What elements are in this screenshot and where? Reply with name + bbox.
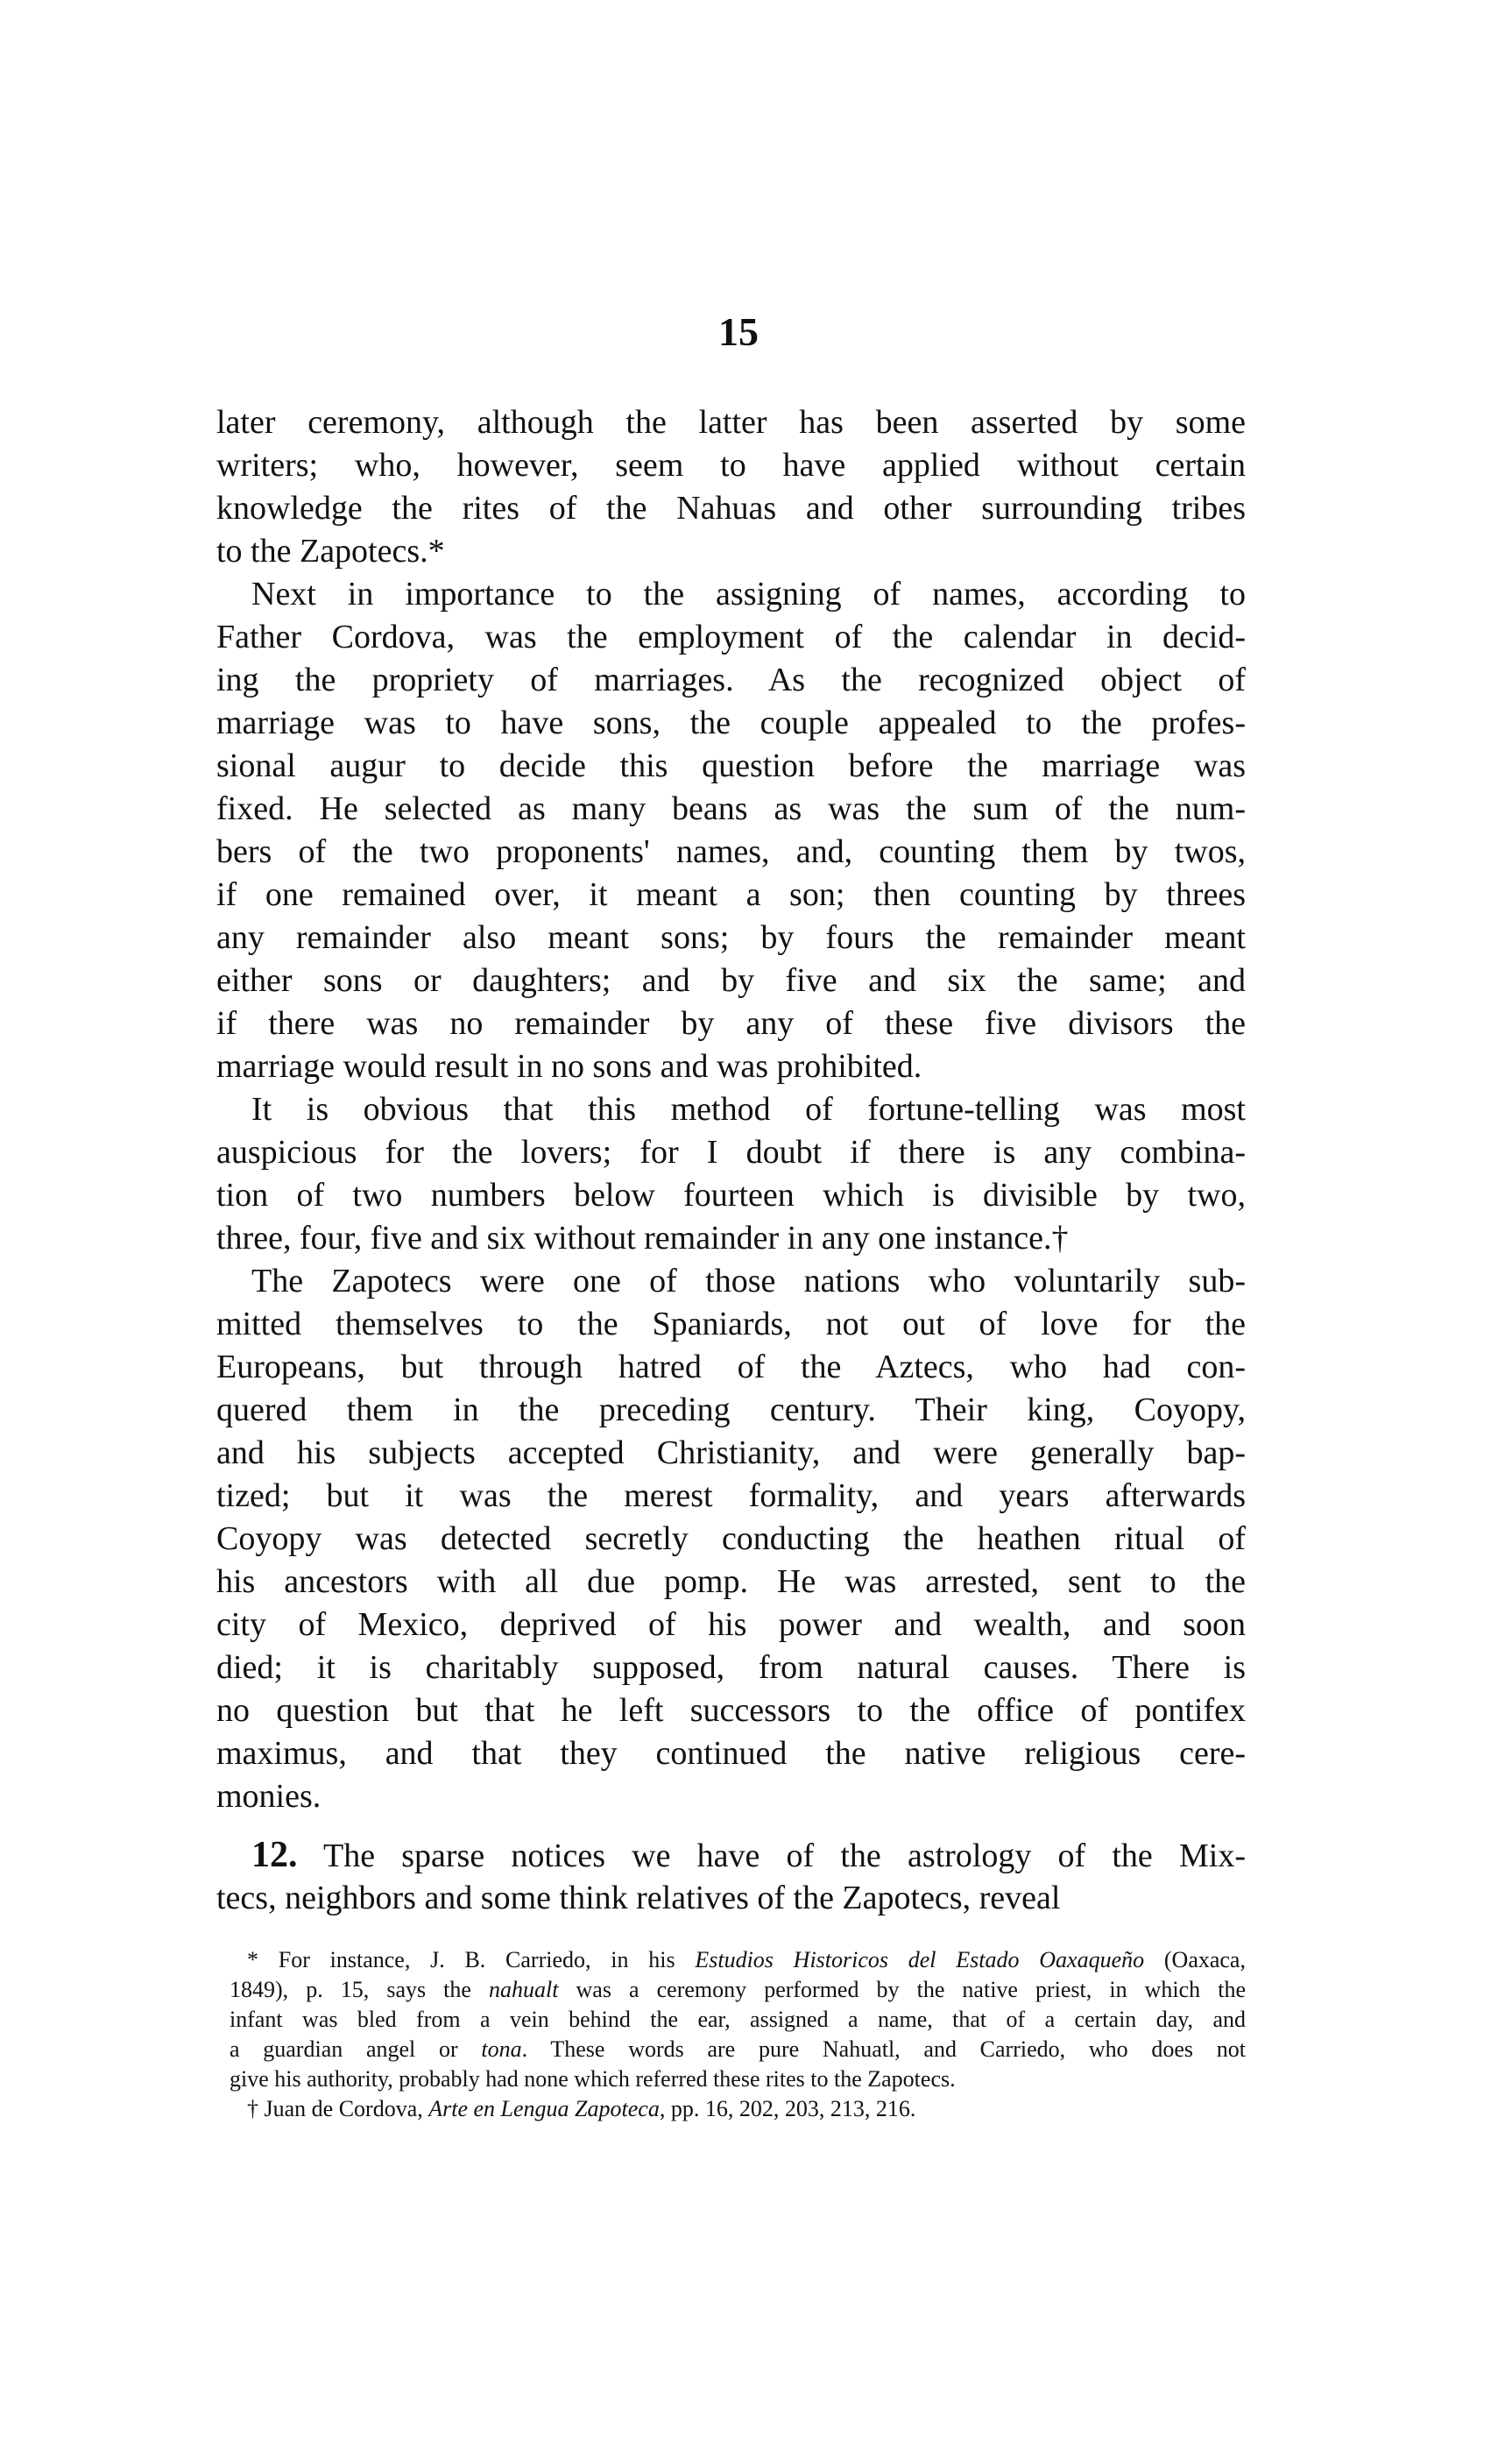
text-line: ing the propriety of marriages. As the recognized object of — [216, 662, 1246, 698]
text-line: knowledge the rites of the Nahuas and other surrounding tribes — [216, 490, 1246, 527]
italic-title: nahualt — [489, 1977, 559, 2002]
text-line: sional augur to decide this question before the marriage was — [216, 747, 1246, 784]
text-line: tized; but it was the merest formality, and years afterwards — [216, 1477, 1246, 1514]
footnote-text: . These words are pure Nahuatl, and Carriedo, who does not — [521, 2036, 1246, 2062]
paragraph — [216, 1260, 1246, 1818]
footnote-line — [230, 2064, 1246, 2094]
body-text — [216, 401, 1246, 1920]
text-line: tion of two numbers below fourteen which is divisible by two, — [216, 1177, 1246, 1214]
footnote-text: † Juan de Cordova, — [247, 2096, 429, 2121]
footnote-text: (Oaxaca, — [1144, 1947, 1246, 1972]
text-line: Father Cordova, was the employment of the calendar in decid- — [216, 619, 1246, 655]
footnote-text: , pp. 16, 202, 203, 213, 216. — [659, 2096, 916, 2121]
text-line: either sons or daughters; and by five and six the same; and — [216, 962, 1246, 999]
text-line: Next in importance to the assigning of names, according to — [251, 576, 1246, 612]
text-line: marriage would result in no sons and was prohibited. — [216, 1048, 922, 1085]
text-line: if there was no remainder by any of these five divisors the — [216, 1005, 1246, 1042]
footnote-text: 1849), p. 15, says the — [230, 1977, 490, 2002]
text-line: if one remained over, it meant a son; then counting by threes — [216, 876, 1246, 913]
footnote-line — [230, 1945, 1246, 1975]
text-line: city of Mexico, deprived of his power and wealth, and soon — [216, 1606, 1246, 1643]
section-text: tecs, neighbors and some think relatives of the Zapotecs, reveal — [216, 1880, 1061, 1916]
paragraph — [216, 573, 1246, 1088]
italic-title: Arte en Lengua Zapoteca — [428, 2096, 660, 2121]
section-12 — [216, 1834, 1246, 1920]
text-line: writers; who, however, seem to have applied without certain — [216, 447, 1246, 484]
text-line: to the Zapotecs.* — [216, 533, 445, 570]
section-text: The sparse notices we have of the astrology of the Mix- — [322, 1838, 1246, 1874]
footnote — [230, 2094, 1246, 2124]
page-number: 15 — [718, 309, 759, 354]
footnote-text: give his authority, probably had none which referred these rites to the Zapotecs. — [230, 2066, 956, 2092]
paragraph — [216, 1088, 1246, 1260]
text-line: quered them in the preceding century. Their king, Coyopy, — [216, 1391, 1246, 1428]
footnote-text: was a ceremony performed by the native priest, in which the — [558, 1977, 1246, 2002]
footnote-line — [230, 2094, 1246, 2124]
footnote — [230, 1945, 1246, 2094]
text-line — [216, 1834, 1246, 1877]
text-line: later ceremony, although the latter has been asserted by some — [216, 404, 1246, 441]
footnote-line — [230, 2005, 1246, 2035]
text-line: three, four, five and six without remainder in any one instance.† — [216, 1220, 1069, 1257]
paragraph — [216, 401, 1246, 573]
text-line: his ancestors with all due pomp. He was arrested, sent to the — [216, 1563, 1246, 1600]
text-line: any remainder also meant sons; by fours the remainder meant — [216, 919, 1246, 956]
text-line: no question but that he left successors to the office of pontifex — [216, 1692, 1246, 1729]
text-line: The Zapotecs were one of those nations who voluntarily sub- — [251, 1263, 1246, 1299]
text-line: fixed. He selected as many beans as was the sum of the num- — [216, 790, 1246, 827]
italic-title: tona — [481, 2036, 522, 2062]
footnote-text: infant was bled from a vein behind the ear, assigned a name, that of a certain day, and — [230, 2007, 1246, 2032]
text-line: Coyopy was detected secretly conducting the heathen ritual of — [216, 1520, 1246, 1557]
text-line: mitted themselves to the Spaniards, not out of love for the — [216, 1306, 1246, 1342]
text-line: and his subjects accepted Christianity, and were generally bap- — [216, 1434, 1246, 1471]
text-line: marriage was to have sons, the couple appealed to the profes- — [216, 705, 1246, 741]
section-number: 12. — [251, 1835, 298, 1875]
text-line: auspicious for the lovers; for I doubt if there is any combina- — [216, 1134, 1246, 1171]
text-line: died; it is charitably supposed, from natural causes. There is — [216, 1649, 1246, 1686]
text-line: maximus, and that they continued the native religious cere- — [216, 1735, 1246, 1772]
text-line: bers of the two proponents' names, and, counting them by twos, — [216, 833, 1246, 870]
footnote-line — [230, 2035, 1246, 2064]
footnote-text: * For instance, J. B. Carriedo, in his — [247, 1947, 696, 1972]
footnote-text: a guardian angel or — [230, 2036, 482, 2062]
text-line: Europeans, but through hatred of the Aztecs, who had con- — [216, 1349, 1246, 1385]
text-line — [216, 1877, 1246, 1920]
footnotes — [230, 1945, 1246, 2124]
italic-title: Estudios Historicos del Estado Oaxaqueño — [695, 1947, 1145, 1972]
text-line: monies. — [216, 1778, 321, 1815]
footnote-line — [230, 1975, 1246, 2005]
text-line: It is obvious that this method of fortune-telling was most — [251, 1091, 1246, 1128]
